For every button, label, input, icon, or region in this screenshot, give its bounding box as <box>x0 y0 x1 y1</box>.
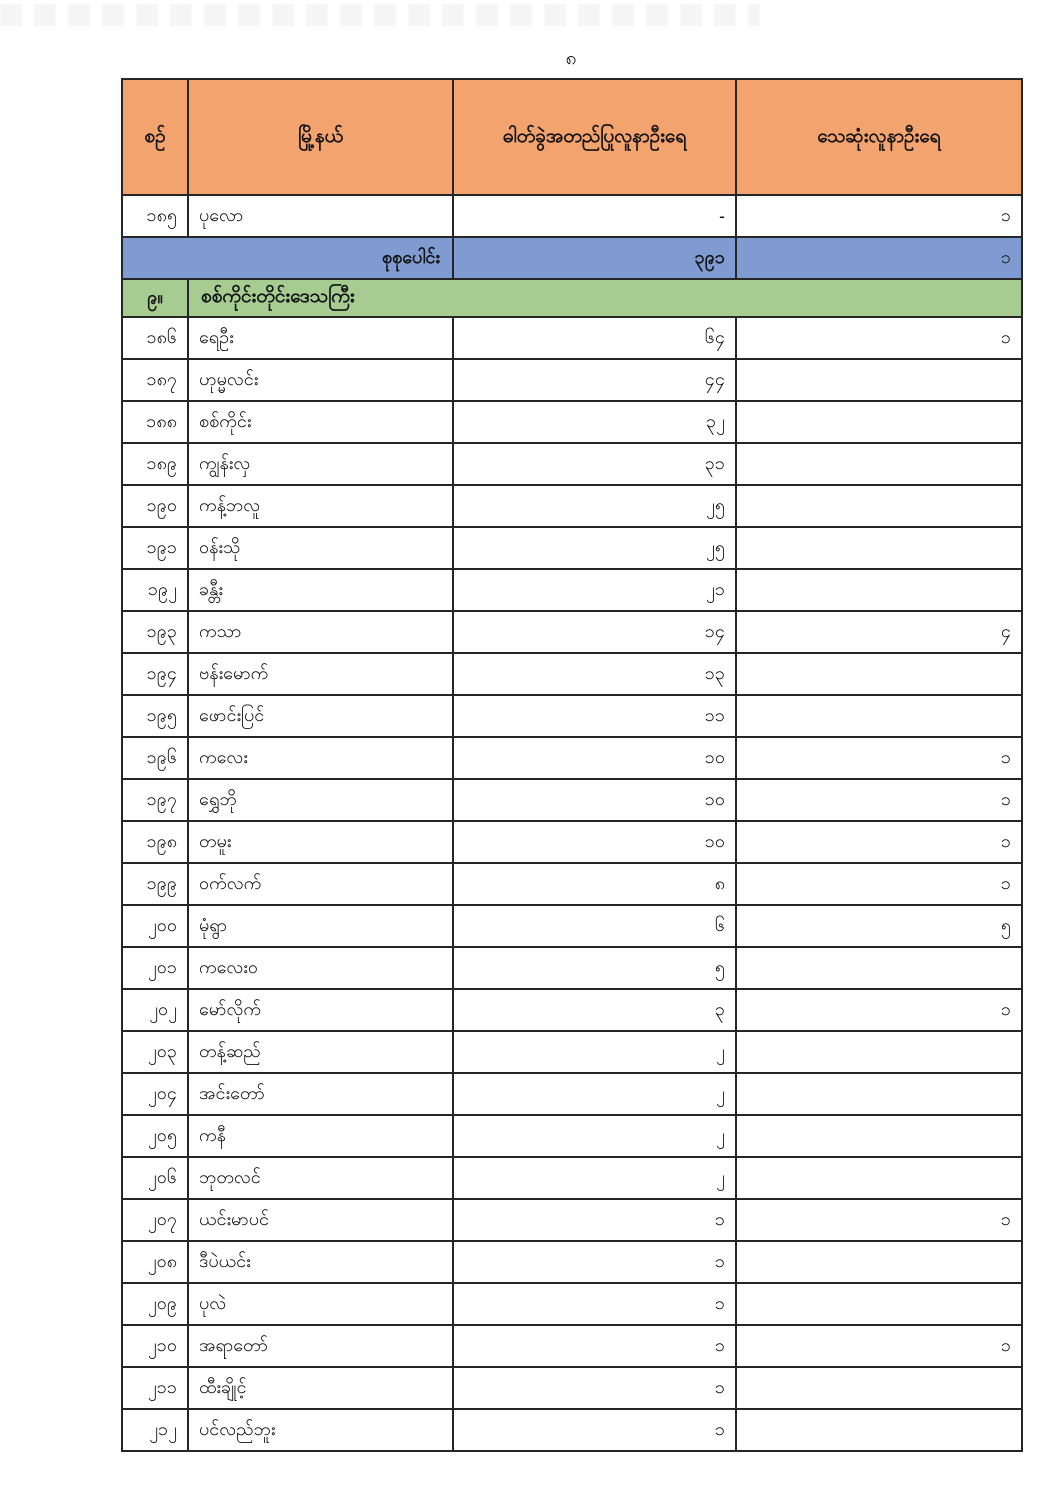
cell-serial: ၁၉၇ <box>122 779 188 821</box>
cell-township: ပင်လည်ဘူး <box>188 1409 453 1451</box>
cell-deaths <box>736 1283 1022 1325</box>
table-row <box>122 611 1022 653</box>
table-row <box>122 1115 1022 1157</box>
cell-deaths <box>736 569 1022 611</box>
cell-confirmed: ၂ <box>453 1073 736 1115</box>
scan-bleed-artifact <box>0 4 760 26</box>
table-row <box>122 779 1022 821</box>
table-row <box>122 1073 1022 1115</box>
table-row <box>122 527 1022 569</box>
cell-serial: ၁၉၅ <box>122 695 188 737</box>
cell-township: ဒီပဲယင်း <box>188 1241 453 1283</box>
cell-confirmed: ၁ <box>453 1409 736 1451</box>
cell-township: မုံရွာ <box>188 905 453 947</box>
cell-serial: ၁၈၆ <box>122 317 188 359</box>
cell-township: တန့်ဆည် <box>188 1031 453 1073</box>
cell-serial: ၂၀၉ <box>122 1283 188 1325</box>
header-township: မြို့နယ် <box>188 79 453 195</box>
table-row <box>122 737 1022 779</box>
table-row <box>122 1199 1022 1241</box>
cell-township: အရာတော် <box>188 1325 453 1367</box>
cell-confirmed: ၁၀ <box>453 779 736 821</box>
cell-deaths <box>736 1367 1022 1409</box>
cell-deaths: ၁ <box>736 195 1022 237</box>
cell-deaths: ၁ <box>736 1199 1022 1241</box>
section-number: ၉။ <box>122 279 188 317</box>
cell-township: တမူး <box>188 821 453 863</box>
cell-confirmed: ၂ <box>453 1115 736 1157</box>
cell-township: ဗန်းမောက် <box>188 653 453 695</box>
cell-serial: ၂၀၁ <box>122 947 188 989</box>
cell-township: ရေဦး <box>188 317 453 359</box>
cell-confirmed: ၅ <box>453 947 736 989</box>
cell-deaths: ၁ <box>736 779 1022 821</box>
table-row <box>122 863 1022 905</box>
cell-serial: ၁၉၃ <box>122 611 188 653</box>
cell-serial: ၁၉၉ <box>122 863 188 905</box>
cell-township: ကျွန်းလှ <box>188 443 453 485</box>
section-header-row <box>122 279 1022 317</box>
cell-confirmed: ၂၁ <box>453 569 736 611</box>
table-row <box>122 821 1022 863</box>
cell-deaths <box>736 947 1022 989</box>
cell-deaths <box>736 485 1022 527</box>
table-row <box>122 485 1022 527</box>
cell-deaths: ၅ <box>736 905 1022 947</box>
cell-township: ကလေး <box>188 737 453 779</box>
cell-confirmed: ၁ <box>453 1283 736 1325</box>
cell-confirmed: ၁၁ <box>453 695 736 737</box>
cell-confirmed: ၁ <box>453 1367 736 1409</box>
cell-confirmed: ၆၄ <box>453 317 736 359</box>
cell-confirmed: ၁ <box>453 1199 736 1241</box>
cell-serial: ၁၈၇ <box>122 359 188 401</box>
cell-deaths <box>736 1409 1022 1451</box>
cell-serial: ၂၀၈ <box>122 1241 188 1283</box>
cell-serial: ၁၉၂ <box>122 569 188 611</box>
table-row <box>122 1031 1022 1073</box>
cell-serial: ၂၁၀ <box>122 1325 188 1367</box>
table-body <box>122 195 1022 1451</box>
total-label: စုစုပေါင်း <box>122 237 453 279</box>
cell-township: ဝက်လက် <box>188 863 453 905</box>
table-header-row <box>122 79 1022 195</box>
table-row <box>122 695 1022 737</box>
cell-confirmed: ၃ <box>453 989 736 1031</box>
cell-deaths: ၁ <box>736 1325 1022 1367</box>
page-number: ၈ <box>565 48 577 69</box>
cell-deaths: ၁ <box>736 821 1022 863</box>
table-row <box>122 905 1022 947</box>
cell-deaths <box>736 1157 1022 1199</box>
cell-deaths <box>736 1115 1022 1157</box>
cell-confirmed: ၆ <box>453 905 736 947</box>
cell-deaths: ၁ <box>736 317 1022 359</box>
table-row <box>122 359 1022 401</box>
cell-township: ထီးချိုင့် <box>188 1367 453 1409</box>
cell-township: ပုလော <box>188 195 453 237</box>
cell-township: မော်လိုက် <box>188 989 453 1031</box>
cell-township: ကနီ <box>188 1115 453 1157</box>
cell-township: ဘုတလင် <box>188 1157 453 1199</box>
cell-serial: ၁၉၄ <box>122 653 188 695</box>
cell-serial: ၂၀၀ <box>122 905 188 947</box>
total-row <box>122 237 1022 279</box>
total-deaths-value: ၁ <box>736 237 1022 279</box>
cell-deaths: ၁ <box>736 863 1022 905</box>
header-deaths: သေဆုံးလူနာဦးရေ <box>736 79 1022 195</box>
cell-confirmed: ၈ <box>453 863 736 905</box>
cell-confirmed: ၁ <box>453 1325 736 1367</box>
cell-serial: ၂၀၆ <box>122 1157 188 1199</box>
cell-deaths: ၁ <box>736 989 1022 1031</box>
cell-confirmed: ၁၃ <box>453 653 736 695</box>
table-row <box>122 317 1022 359</box>
cell-confirmed: ၂၅ <box>453 527 736 569</box>
cell-serial: ၁၉၈ <box>122 821 188 863</box>
cell-township: ကန့်ဘလူ <box>188 485 453 527</box>
table-row <box>122 1409 1022 1451</box>
total-confirmed-value: ၃၉၁ <box>453 237 736 279</box>
cell-deaths <box>736 443 1022 485</box>
cell-township: ခန္တီး <box>188 569 453 611</box>
header-confirmed-cases: ဓါတ်ခွဲအတည်ပြုလူနာဦးရေ <box>453 79 736 195</box>
cell-confirmed: ၂ <box>453 1031 736 1073</box>
cell-serial: ၂၀၅ <box>122 1115 188 1157</box>
cell-serial: ၁၈၉ <box>122 443 188 485</box>
table-row <box>122 1283 1022 1325</box>
cell-serial: ၂၁၂ <box>122 1409 188 1451</box>
cell-township: ကသာ <box>188 611 453 653</box>
cell-confirmed: ၄၄ <box>453 359 736 401</box>
cell-confirmed: ၂၅ <box>453 485 736 527</box>
cell-serial: ၁၈၈ <box>122 401 188 443</box>
cell-deaths <box>736 1241 1022 1283</box>
table-row <box>122 195 1022 237</box>
table-row <box>122 401 1022 443</box>
cell-confirmed: ၃၁ <box>453 443 736 485</box>
table-row <box>122 443 1022 485</box>
cell-township: စစ်ကိုင်း <box>188 401 453 443</box>
cell-township: ဖောင်းပြင် <box>188 695 453 737</box>
cell-deaths <box>736 1073 1022 1115</box>
cell-serial: ၁၉၁ <box>122 527 188 569</box>
cell-township: ဟုမ္မလင်း <box>188 359 453 401</box>
cell-serial: ၂၀၂ <box>122 989 188 1031</box>
cell-serial: ၂၀၇ <box>122 1199 188 1241</box>
table-row <box>122 1241 1022 1283</box>
table-row <box>122 989 1022 1031</box>
cell-confirmed: ၁၄ <box>453 611 736 653</box>
cell-township: ယင်းမာပင် <box>188 1199 453 1241</box>
cell-deaths <box>736 527 1022 569</box>
cell-deaths <box>736 401 1022 443</box>
table-row <box>122 569 1022 611</box>
cell-township: ကလေးဝ <box>188 947 453 989</box>
cell-deaths <box>736 359 1022 401</box>
cell-confirmed: ၁ <box>453 1241 736 1283</box>
cell-serial: ၁၉၆ <box>122 737 188 779</box>
section-region-name: စစ်ကိုင်းတိုင်းဒေသကြီး <box>188 279 1022 317</box>
township-covid-table <box>121 78 1023 1452</box>
header-serial: စဉ် <box>122 79 188 195</box>
cell-serial: ၁၈၅ <box>122 195 188 237</box>
cell-deaths: ၁ <box>736 737 1022 779</box>
cell-confirmed: ၁၀ <box>453 737 736 779</box>
cell-township: အင်းတော် <box>188 1073 453 1115</box>
table-row <box>122 1325 1022 1367</box>
cell-confirmed: ၁၀ <box>453 821 736 863</box>
cell-serial: ၁၉၀ <box>122 485 188 527</box>
cell-township: ပုလဲ <box>188 1283 453 1325</box>
cell-serial: ၂၀၄ <box>122 1073 188 1115</box>
table-row <box>122 653 1022 695</box>
table-row <box>122 1367 1022 1409</box>
cell-confirmed: ၃၂ <box>453 401 736 443</box>
cell-confirmed: - <box>453 195 736 237</box>
cell-deaths <box>736 653 1022 695</box>
cell-deaths: ၄ <box>736 611 1022 653</box>
cell-township: ဝန်းသို <box>188 527 453 569</box>
cell-deaths <box>736 695 1022 737</box>
cell-township: ရွှေဘို <box>188 779 453 821</box>
table-row <box>122 1157 1022 1199</box>
cell-deaths <box>736 1031 1022 1073</box>
cell-serial: ၂၁၁ <box>122 1367 188 1409</box>
table-row <box>122 947 1022 989</box>
cell-confirmed: ၂ <box>453 1157 736 1199</box>
cell-serial: ၂၀၃ <box>122 1031 188 1073</box>
